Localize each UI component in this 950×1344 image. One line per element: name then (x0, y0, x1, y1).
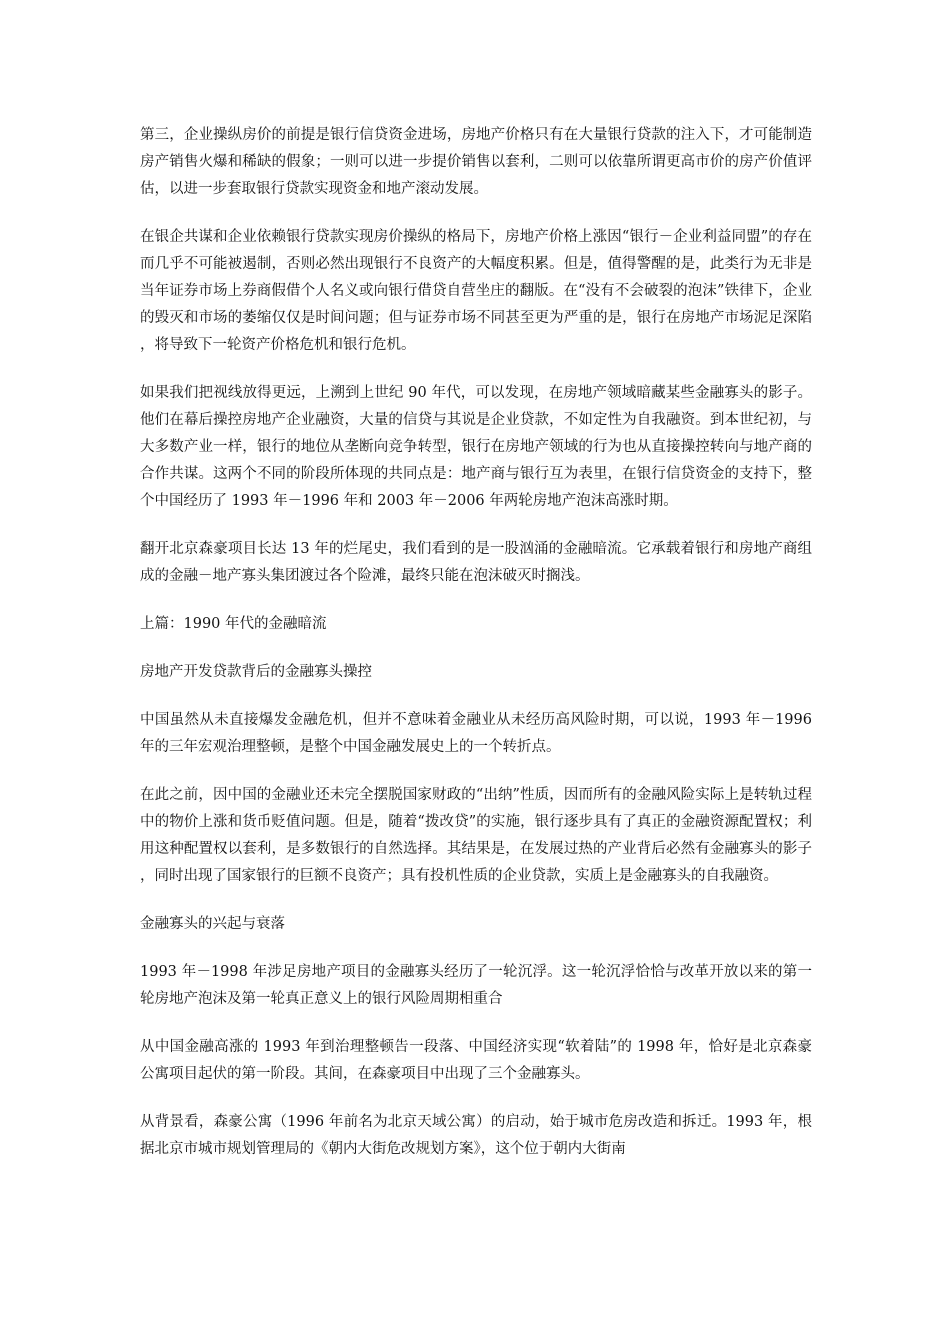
document-body (140, 122, 812, 1184)
paragraph-1993-1998-cycle: 1993 年－1998 年涉足房地产项目的金融寡头经历了一轮沉浮。这一轮沉浮恰恰与改革开放以来的第一轮房地产泡沫及第一轮真正意义上的银行风险周期相重合 (140, 964, 812, 1007)
subsection-title-rise-and-fall: 金融寡头的兴起与衰落 (140, 916, 285, 932)
paragraph-senhao-history: 翻开北京森豪项目长达 13 年的烂尾史，我们看到的是一股汹涌的金融暗流。它承载着银行和房地产商组成的金融－地产寡头集团渡过各个险滩，最终只能在泡沫破灭时搁浅。 (140, 541, 812, 584)
paragraph-senhao-first-stage: 从中国金融高涨的 1993 年到治理整顿告一段落、中国经济实现“软着陆”的 1998 年，恰好是北京森豪公寓项目起伏的第一阶段。其间，在森豪项目中出现了三个金融寡头。 (140, 1039, 812, 1082)
paragraph-senhao-background: 从背景看，森豪公寓（1996 年前名为北京天域公寓）的启动，始于城市危房改造和拆迁。1993 年，根据北京市城市规划管理局的《朝内大街危改规划方案》，这个位于朝内大街南 (140, 1114, 812, 1157)
paragraph-turning-point: 中国虽然从未直接爆发金融危机，但并不意味着金融业从未经历高风险时期，可以说，1993 年－1996 年的三年宏观治理整顿，是整个中国金融发展史上的一个转折点。 (140, 712, 812, 755)
paragraph-1990s-overview: 如果我们把视线放得更远，上溯到上世纪 90 年代，可以发现，在房地产领域暗藏某些金融寡头的影子。他们在幕后操控房地产企业融资，大量的信贷与其说是企业贷款，不如定性为自我融资。到本世纪初，与大多数产业一样，银行的地位从垄断向竞争转型，银行在房地产领域的行为也从直接操控转向与地产商的合作共谋。这两个不同的阶段所体现的共同点是：地产商与银行互为表里，在银行信贷资金的支持下，整个中国经历了 1993 年－1996 年和 2003 年－2006 年两轮房地产泡沫高涨时期。 (140, 385, 812, 509)
paragraph-bank-enterprise-alliance: 在银企共谋和企业依赖银行贷款实现房价操纵的格局下，房地产价格上涨因“银行－企业利益同盟”的存在而几乎不可能被遏制，否则必然出现银行不良资产的大幅度积累。但是，值得警醒的是，此类行为无非是当年证券市场上券商假借个人名义或向银行借贷自营坐庄的翻版。在“没有不会破裂的泡沫”铁律下，企业的毁灭和市场的萎缩仅仅是时间问题；但与证券市场不同甚至更为严重的是，银行在房地产市场泥足深陷，将导致下一轮资产价格危机和银行危机。 (140, 229, 812, 353)
subsection-title-loan-control: 房地产开发贷款背后的金融寡头操控 (140, 664, 372, 680)
paragraph-third-point: 第三，企业操纵房价的前提是银行信贷资金进场，房地产价格只有在大量银行贷款的注入下，才可能制造房产销售火爆和稀缺的假象；一则可以进一步提价销售以套利，二则可以依靠所谓更高市价的房产价值评估，以进一步套取银行贷款实现资金和地产滚动发展。 (140, 127, 812, 197)
section-title-part-one: 上篇：1990 年代的金融暗流 (140, 616, 327, 632)
paragraph-before-reform: 在此之前，因中国的金融业还未完全摆脱国家财政的“出纳”性质，因而所有的金融风险实际上是转轨过程中的物价上涨和货币贬值问题。但是，随着“拨改贷”的实施，银行逐步具有了真正的金融资源配置权；利用这种配置权以套利，是多数银行的自然选择。其结果是，在发展过热的产业背后必然有金融寡头的影子，同时出现了国家银行的巨额不良资产；具有投机性质的企业贷款，实质上是金融寡头的自我融资。 (140, 787, 812, 884)
